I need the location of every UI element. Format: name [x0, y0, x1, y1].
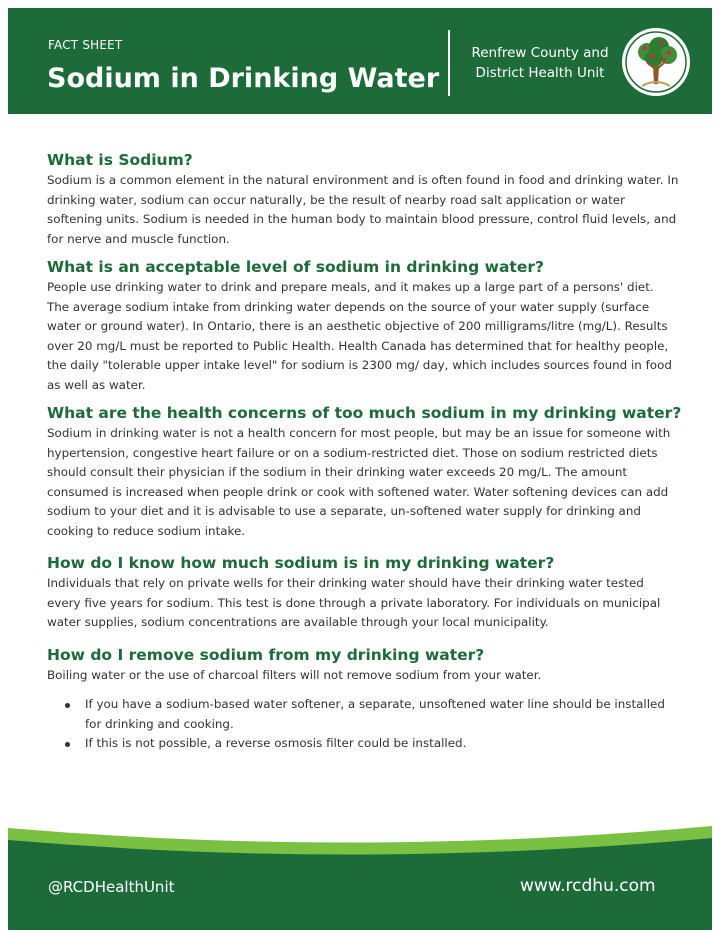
section-body: Individuals that rely on private wells for their drinking water should have their drinking water tested every five years for sodium. This test is done through a private laboratory. For individuals on municipal water supplies, sodium concentrations are available through your local municipality.: [47, 576, 661, 629]
section-body: People use drinking water to drink and prepare meals, and it makes up a large part of a persons' diet. The average sodium intake from drinking water depends on the source of your water supply (surface water or ground water). In Ontario, there is an aesthetic objective of 200 milligrams/litre (mg/L). Results over 20 mg/L must be reported to Public Health. Health Canada has determined that for healthy people, the daily "tolerable upper intake level" for sodium is 2300 mg/ day, which includes sources found in food as well as water.: [47, 280, 672, 392]
tree-logo-icon: [620, 26, 692, 98]
section-heading: How do I know how much sodium is in my drinking water?: [47, 554, 555, 572]
section-body: Sodium is a common element in the natural environment and is often found in food and drinking water. In drinking water, sodium can occur naturally, be the result of nearby road salt application or water softening units. Sodium is needed in the human body to maintain blood pressure, control fluid levels, and for nerve and muscle function.: [47, 173, 679, 246]
header-divider: [448, 30, 450, 96]
list-item-text: If you have a sodium-based water softener, a separate, unsoftened water line should be installed for drinking and cooking.: [85, 697, 665, 731]
organization-name: [460, 43, 620, 83]
fact-sheet-label: FACT SHEET: [48, 38, 123, 52]
page-title: Sodium in Drinking Water: [47, 63, 440, 94]
fact-sheet-content: [47, 150, 682, 762]
section-health-concerns: [47, 403, 682, 541]
removal-bullet-list: [47, 695, 679, 754]
section-heading: What is an acceptable level of sodium in drinking water?: [47, 258, 544, 276]
section-testing: [47, 553, 679, 633]
website-link[interactable]: www.rcdhu.com: [520, 876, 656, 896]
section-body: Boiling water or the use of charcoal filters will not remove sodium from your water.: [47, 667, 542, 682]
list-item-text: If this is not possible, a reverse osmosis filter could be installed.: [85, 736, 467, 750]
header-banner: [8, 8, 712, 114]
section-acceptable-level: [47, 257, 679, 395]
list-item: [65, 695, 679, 734]
section-removal: [47, 645, 679, 754]
social-handle: @RCDHealthUnit: [48, 878, 175, 896]
section-heading: How do I remove sodium from my drinking water?: [47, 645, 485, 664]
org-name-line-1: Renfrew County and: [471, 45, 609, 61]
section-heading: What are the health concerns of too much sodium in my drinking water?: [47, 404, 682, 422]
section-what-is-sodium: [47, 150, 679, 249]
section-heading: What is Sodium?: [47, 151, 193, 169]
bullet-icon: [65, 703, 70, 708]
bullet-icon: [65, 742, 70, 747]
section-body: Sodium in drinking water is not a health concern for most people, but may be an issue for someone with hypertension, congestive heart failure or on a sodium-restricted diet. Those on sodium restricted diets should consult their physician if the sodium in their drinking water exceeds 20 mg/L. The amount consumed is increased when people drink or cook with softened water. Water softening devices can add sodium to your diet and it is advisable to use a separate, un-softened water supply for drinking and cooking to reduce sodium intake.: [47, 426, 671, 538]
list-item: [65, 734, 679, 754]
org-name-line-2: District Health Unit: [475, 65, 605, 81]
